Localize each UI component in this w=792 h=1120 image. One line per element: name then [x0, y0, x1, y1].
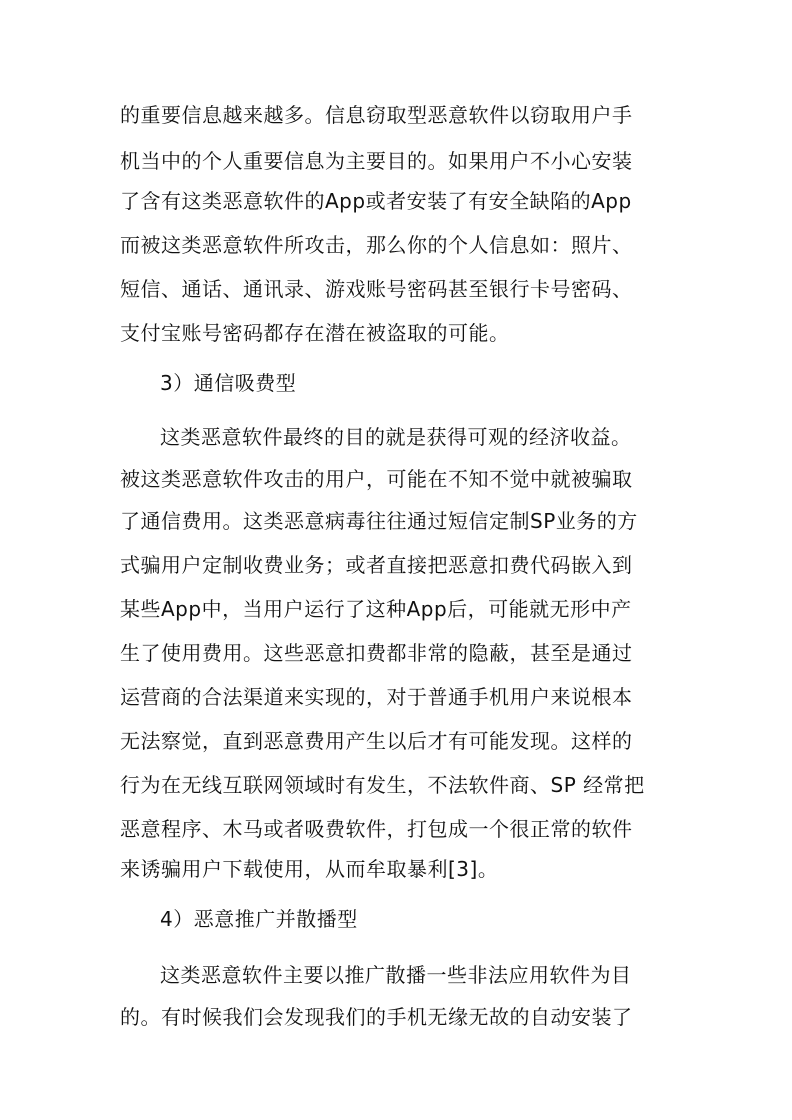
- paragraph-line: 某些App中，当用户运行了这种App后，可能就无形中产: [120, 597, 632, 621]
- paragraph-line: 行为在无线互联网领域时有发生，不法软件商、SP 经常把: [120, 773, 645, 797]
- paragraph-line: 来诱骗用户下载使用，从而牟取暴利[3]。: [120, 857, 499, 881]
- paragraph-line: 的。有时候我们会发现我们的手机无缘无故的自动安装了: [120, 1005, 633, 1029]
- paragraph-line: 被这类恶意软件攻击的用户，可能在不知不觉中就被骗取: [120, 467, 633, 491]
- paragraph-line: 生了使用费用。这些恶意扣费都非常的隐蔽，甚至是通过: [120, 641, 633, 665]
- section-heading: 3）通信吸费型: [160, 371, 297, 395]
- section-heading: 4）恶意推广并散播型: [160, 907, 358, 931]
- paragraph-line: 无法察觉，直到恶意费用产生以后才有可能发现。这样的: [120, 729, 633, 753]
- paragraph-line: 的重要信息越来越多。信息窃取型恶意软件以窃取用户手: [120, 103, 633, 127]
- paragraph-line: 了通信费用。这类恶意病毒往往通过短信定制SP业务的方: [120, 509, 638, 533]
- paragraph-line: 运营商的合法渠道来实现的，对于普通手机用户来说根本: [120, 685, 633, 709]
- paragraph-line: 短信、通话、通讯录、游戏账号密码甚至银行卡号密码、: [120, 277, 633, 301]
- paragraph-line: 而被这类恶意软件所攻击，那么你的个人信息如：照片、: [120, 233, 633, 257]
- paragraph-line: 这类恶意软件最终的目的就是获得可观的经济收益。: [160, 425, 632, 449]
- paragraph-line: 了含有这类恶意软件的App或者安装了有安全缺陷的App: [120, 189, 632, 213]
- paragraph-line: 这类恶意软件主要以推广散播一些非法应用软件为目: [160, 963, 632, 987]
- paragraph-line: 机当中的个人重要信息为主要目的。如果用户不小心安装: [120, 149, 633, 173]
- paragraph-line: 式骗用户定制收费业务；或者直接把恶意扣费代码嵌入到: [120, 553, 633, 577]
- paragraph-line: 支付宝账号密码都存在潜在被盗取的可能。: [120, 321, 510, 345]
- paragraph-line: 恶意程序、木马或者吸费软件，打包成一个很正常的软件: [120, 817, 633, 841]
